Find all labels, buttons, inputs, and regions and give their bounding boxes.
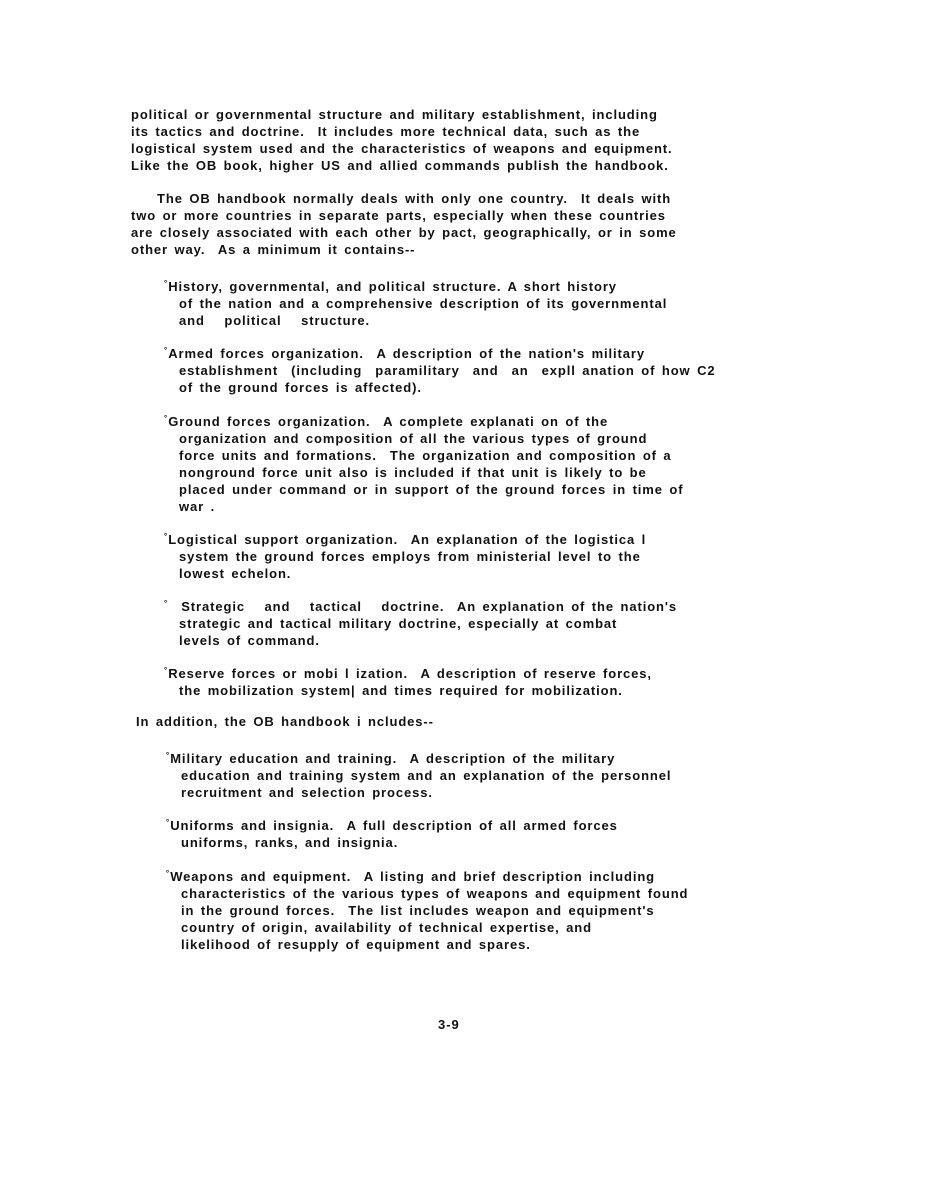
bullet-text: in the ground forces. The list includes weapon and equipment's [181,903,655,918]
bullet-text: Logistical support organization. An explanation of the logistica l [168,532,647,547]
bullet-text: establishment (including paramilitary and an expll anation of how C2 [179,363,716,378]
bullet-text: education and training system and an explanation of the personnel [181,768,672,783]
bullet-text: Uniforms and insignia. A full description of all armed forces [170,818,618,833]
bullet-text: Ground forces organization. A complete explanati on of the [168,414,609,429]
bullet-text: system the ground forces employs from ministerial level to the [179,549,641,564]
bullet-text: force units and formations. The organization and composition of a [179,448,672,463]
text-line: logistical system used and the characteristics of weapons and equipment. [131,141,673,156]
bullet-text: war . [179,499,216,514]
bullet-text: country of origin, availability of technical expertise, and [181,920,592,935]
bullet-text: Armed forces organization. A description of the nation's military [168,346,646,361]
addition-paragraph [136,713,434,730]
bullet-marker: ° [164,532,168,541]
bullet-marker: ° [164,666,168,675]
bullet-text: recruitment and selection process. [181,785,433,800]
text-line: its tactics and doctrine. It includes more technical data, such as the [131,124,641,139]
text-line: The OB handbook normally deals with only one country. It deals with [131,191,672,206]
bullet-text: characteristics of the various types of weapons and equipment found [181,886,689,901]
bullet-doctrine [164,595,804,649]
bullet-text: the mobilization system| and times required for mobilization. [179,683,623,698]
bullet-text: organization and composition of all the various types of ground [179,431,648,446]
bullet-text: likelihood of resupply of equipment and spares. [181,937,531,952]
text-line: Like the OB book, higher US and allied commands publish the handbook. [131,158,669,173]
bullet-marker: ° [166,869,170,878]
bullet-marker: ° [164,279,168,288]
bullet-logistical [164,528,804,582]
text-line: two or more countries in separate parts, especially when these countries [131,208,666,223]
bullet-text: nonground force unit also is included if that unit is likely to be [179,465,647,480]
bullet-text: History, governmental, and political structure. A short history [168,279,617,294]
page-number: 3-9 [438,1017,460,1032]
bullet-armed-forces [164,342,804,396]
bullet-marker: ° [166,818,170,827]
text-line: other way. As a minimum it contains-- [131,242,416,257]
bullet-weapons [166,865,806,953]
bullet-ground-forces [164,410,804,515]
text-line: political or governmental structure and military establishment, including [131,107,658,122]
intro-paragraph [131,106,673,174]
bullet-education [166,747,806,801]
bullet-text: of the ground forces is affected). [179,380,422,395]
bullet-text: Reserve forces or mobi l ization. A description of reserve forces, [168,666,652,681]
bullet-marker: ° [164,414,168,423]
bullet-text: Weapons and equipment. A listing and brief description including [170,869,656,884]
bullet-marker: ° [166,751,170,760]
bullet-text: placed under command or in support of the ground forces in time of [179,482,684,497]
bullet-marker: ° [164,599,168,608]
bullet-reserve [164,662,804,699]
text-line: In addition, the OB handbook i ncludes-- [136,714,434,729]
bullet-text: of the nation and a comprehensive description of its governmental [179,296,668,311]
bullet-text: Military education and training. A description of the military [170,751,616,766]
bullet-text: strategic and tactical military doctrine, especially at combat [179,616,618,631]
bullet-text: and political structure. [179,313,371,328]
bullet-text: Strategic and tactical doctrine. An explanation of the nation's [168,599,678,614]
bullet-text: uniforms, ranks, and insignia. [181,835,399,850]
handbook-paragraph [131,190,677,258]
bullet-marker: ° [164,346,168,355]
text-line: are closely associated with each other by pact, geographically, or in some [131,225,677,240]
bullet-text: levels of command. [179,633,320,648]
bullet-text: lowest echelon. [179,566,292,581]
bullet-uniforms [166,814,806,851]
bullet-history [164,275,804,329]
